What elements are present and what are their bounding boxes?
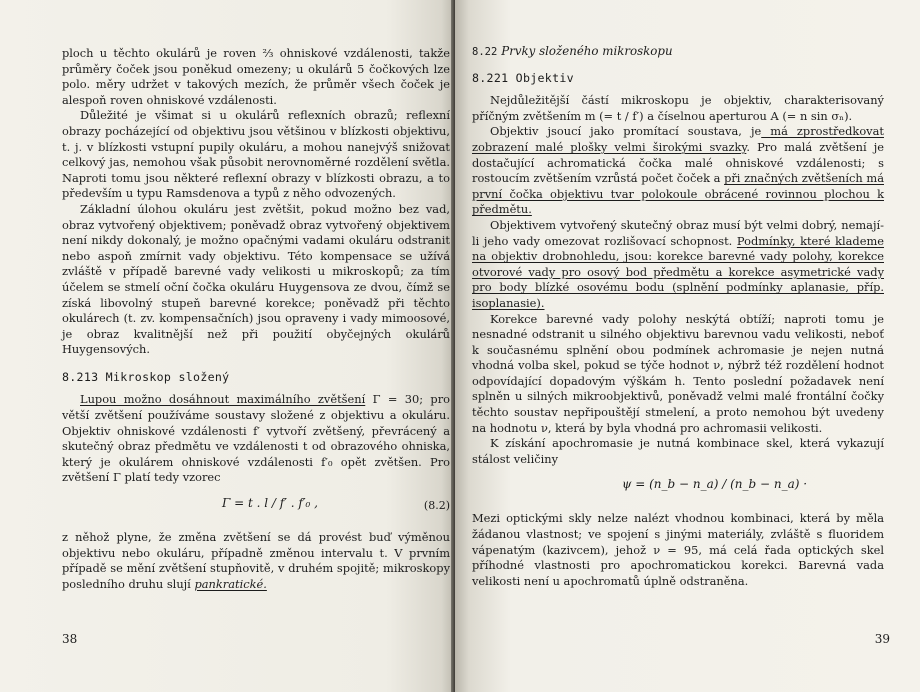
paragraph: Nejdůležitější částí mikroskopu je objektiv, charakterisovaný příčným zvětšením m (= t / f′) a číselnou aperturou A (= n sin σₙ). (472, 93, 884, 123)
equation-number: (8.2) (423, 499, 450, 513)
left-text-column (62, 46, 450, 592)
paragraph-text: z něhož plyne, že změna zvětšení se dá provést buď výměnou objektivu nebo okuláru, případně změnou intervalu t. V prvním případě se mění zvětšení stupňovitě, v druhém spojitě; mikroskopy posledního druhu slují (62, 530, 450, 591)
paragraph: Základní úlohou okuláru jest zvětšit, pokud možno bez vad, obraz vytvořený objektivem; poněvadž obraz vytvořený objektivem není nikdy dokonalý, je možno opačnými vadami okuláru odstranit nebo aspoň zmírnit vady objektivu. Této kompensace se užívá zvláště v případě barevné vady velikosti u mikroskopů; za tím účelem se stmelí oční čočka okuláru Huygensova ze dvou, čímž se získá libovolný stupeň barevné korekce; poněvadž při těchto okulárech (t. zv. kompensačních) jsou opraveny i vady mimoosové, je obraz kvalitnější než při použití obyčejných okulárů Huygensových. (62, 201, 450, 357)
paragraph (62, 530, 450, 592)
paragraph: ploch u těchto okulárů je roven ⅔ ohniskové vzdálenosti, takže průměry čoček jsou poněkud omezeny; u okulárů 5 čočkových lze polo. měry udržet v takových mezích, že průměr všech čoček je alespoň roven ohniskové vzdálenosti. (62, 46, 450, 107)
underlined-text: má zprostředkovat zobrazení malé plošky velmi širokými svazky (472, 124, 884, 154)
paragraph: Mezi optickými skly nelze nalézt vhodnou kombinaci, která by měla žádanou vlastnost; ve spojení s jinými materiály, zvláště s fluoridem vápenatým (kazivcem), jehož ν = 95, má celá řada optických skel příhodné vlastnosti pro apochromatickou korekci. Barevná vada velikosti není u apochromatů úplně odstraněna. (472, 511, 884, 588)
page-number: 38 (62, 632, 78, 646)
running-head-number: 8.22 (472, 46, 498, 58)
paragraph-text: Objektivem vytvořený skutečný obraz musí být velmi dobrý, nemají-li jeho vady omezovat rozlišovací schopnost. (472, 217, 884, 248)
formula: Γ = t . l / f′ . f′₀ , (222, 496, 318, 511)
running-head (472, 44, 884, 61)
paragraph (62, 392, 450, 486)
paragraph: K získání apochromasie je nutná kombinace skel, která vykazují stálost veličiny (472, 436, 884, 466)
section-heading: 8.221 Objektiv (472, 70, 574, 85)
paragraph-text: Γ = 30; pro větší zvětšení používáme soustavy složené z objektivu a okuláru. Objektiv ohniskové vzdálenosti f′ vytvoří zvětšený, převrácený a skutečný obraz předmětu ve vzdálenosti t od obrazového ohniska, který je okulárem ohniskové vzdálenosti f′₀ opět zvětšen. Pro zvětšení Γ platí tedy vzorec (62, 392, 451, 485)
left-page (0, 0, 455, 692)
right-text-column (472, 44, 884, 589)
underlined-text: Podmínky, které klademe na objektiv drobnohledu, jsou: korekce barevné vady polohy, korekce otvorové vady pro osový bod předmětu a korekce asymetrické vady pro body blízké osovému bodu (splnění podmínky aplanasie, příp. isoplanasie). (472, 233, 884, 310)
underlined-text: Lupou možno dosáhnout maximálního zvětšení (80, 392, 366, 407)
paragraph-text: . Pro malá zvětšení je dostačující achromatická čočka malé ohniskové vzdálenosti; s rostoucím zvětšením vzrůstá počet čoček a (472, 139, 884, 186)
paragraph (472, 124, 884, 218)
formula-block (472, 473, 884, 503)
paragraph: Důležité je všimat si u okulárů reflexních obrazů; reflexní obrazy pocházející od objektivu jsou většinou v blízkosti objektivu, t. j. v blízkosti vstupní pupily okuláru, a mohou nanejvýš snižovat celkový jas, nemohou však působit nerovnoměrné rozdělení světla. Naproti tomu jsou některé reflexní obrazy v blízkosti obrazu, a to především u typu Ramsdenova a typů z něho odvozených. (62, 108, 450, 201)
section-heading: 8.213 Mikroskop složený (62, 369, 230, 384)
page-number: 39 (874, 632, 890, 646)
paragraph-text: Objektiv jsoucí jako promítací soustava, je (490, 124, 762, 139)
running-head-title: Prvky složeného mikroskopu (501, 44, 673, 58)
paragraph (472, 218, 884, 312)
underlined-term: pankratické. (194, 576, 267, 591)
paragraph: Korekce barevné vady polohy neskýtá obtíží; naproti tomu je nesnadné odstranit u silného objektivu barevnou vadu velikosti, neboť k současnému splnění obou podmínek achromasie je nejen nutná vhodná volba skel, pokud se týče hodnot ν, nýbrž též rozdělení hodnot odpovídající dopadovým výškám h. Tento poslední požadavek není splněn u silných mikroobjektivů, poněvadž velmi malé frontální čočky těchto soustav nepřipouštějí stmelení, a proto nemohou být uvedeny na hodnotu ν, která by byla vhodná pro achromasii velikosti. (472, 311, 884, 435)
right-page (455, 0, 920, 692)
formula-block (62, 492, 450, 522)
underlined-text: při značných zvětšeních má první čočka objektivu tvar polokoule obrácené rovinnou plochou k předmětu. (472, 171, 884, 217)
formula: ψ = (n_b − n_a) / (n_b − n_a) · (622, 477, 808, 492)
